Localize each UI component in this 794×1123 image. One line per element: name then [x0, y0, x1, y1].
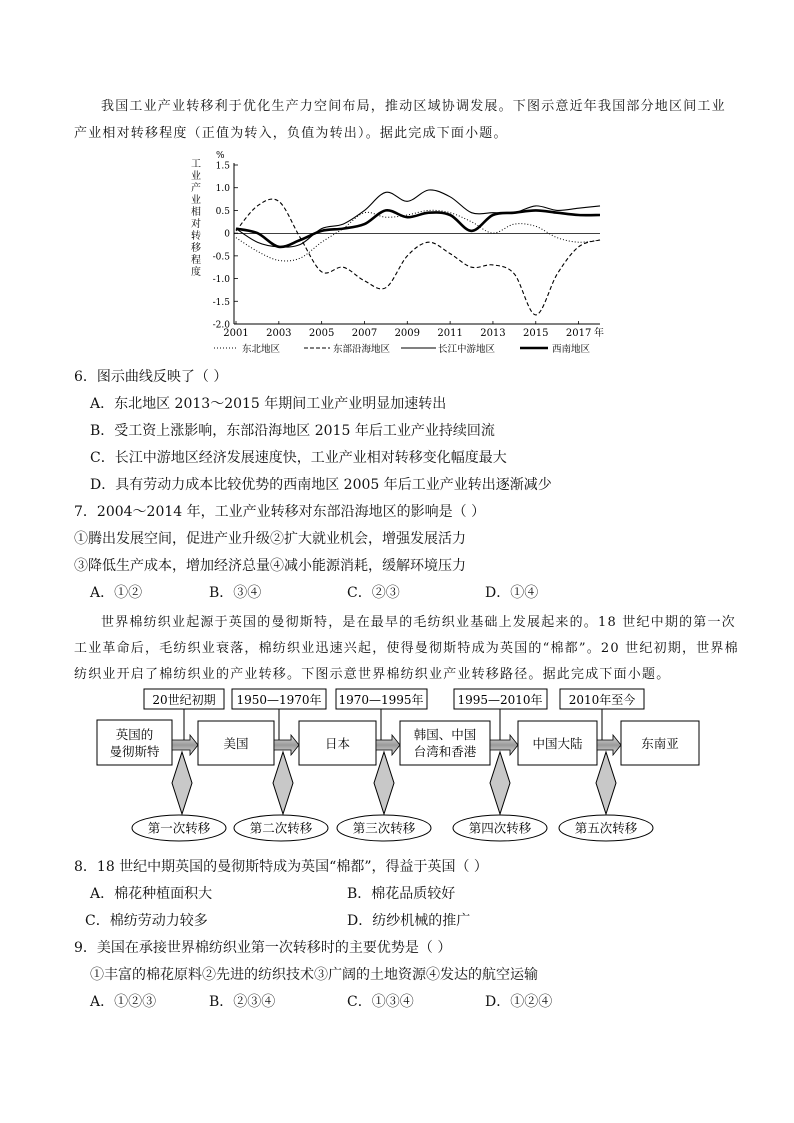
- transfer-ellipse-3: [337, 815, 431, 841]
- transfer-diamond-3: [374, 752, 394, 814]
- y-tick-label: 1.5: [215, 161, 230, 172]
- y-tick-label: -0.5: [212, 252, 230, 263]
- q8-option-b[interactable]: B．棉花品质较好: [347, 886, 456, 902]
- q9-option-a[interactable]: A．①②③: [90, 994, 157, 1010]
- transfer-label-1: 第一次转移: [147, 820, 211, 836]
- period-box-1: [144, 689, 224, 709]
- legend-label-northeast: 东北地区: [242, 344, 281, 355]
- q9-statement-line1: ①丰富的棉花原料②先进的纺织技术③广阔的土地资源④发达的航空运输: [90, 967, 538, 983]
- q9-option-d[interactable]: D．①②④: [485, 994, 553, 1010]
- q8-option-c[interactable]: C．棉纺劳动力较多: [85, 913, 208, 929]
- y-axis-label-char: 业: [191, 171, 201, 182]
- q9-option-b[interactable]: B．②③④: [209, 994, 276, 1010]
- passage2-line1: 世界棉纺织业起源于英国的曼彻斯特，是在最早的毛纺织业基础上发展起来的。18 世纪中期的第一次: [101, 615, 736, 630]
- transfer-diamond-5: [596, 752, 616, 814]
- transfer-label-4: 第四次转移: [468, 820, 532, 836]
- transfer-arrow-2: [274, 735, 299, 755]
- x-tick-label: 2017: [565, 328, 592, 339]
- place-box-usa: [198, 721, 274, 765]
- q7-option-b[interactable]: B．③④: [209, 585, 262, 601]
- transfer-label-5: 第五次转移: [574, 820, 638, 836]
- legend-label-yangtze: 长江中游地区: [438, 344, 496, 355]
- place-label-usa: 美国: [223, 736, 249, 751]
- series-line-yangtze: [236, 190, 600, 247]
- q6-option-c[interactable]: C．长江中游地区经济发展速度快，工业产业相对转移变化幅度最大: [90, 450, 507, 466]
- y-axis-unit: %: [216, 151, 225, 161]
- period-label-2: 1950—1970年: [236, 693, 322, 707]
- passage1-line2: 产业相对转移程度（正值为转入，负值为转出）。据此完成下面小题。: [74, 126, 508, 141]
- q6-option-a[interactable]: A．东北地区 2013～2015 年期间工业产业明显加速转出: [90, 396, 447, 412]
- q6-option-d[interactable]: D．具有劳动力成本比较优势的西南地区 2005 年后工业产业转出逐渐减少: [90, 477, 552, 493]
- y-axis-label-char: 相: [191, 207, 201, 218]
- x-tick-label: 2009: [394, 328, 421, 339]
- transfer-arrow-3: [376, 735, 400, 755]
- cotton-industry-transfer-diagram: [90, 688, 710, 848]
- place-box-manchester: [97, 720, 172, 765]
- y-axis-label-char: 转: [191, 231, 201, 242]
- place-box-korea-taiwan-hk: [400, 721, 490, 765]
- y-axis-label-char: 度: [191, 267, 201, 278]
- transfer-diamond-1: [172, 752, 192, 814]
- passage1-line1: 我国工业产业转移利于优化生产力空间布局，推动区域协调发展。下图示意近年我国部分地区间工业: [101, 99, 726, 114]
- transfer-label-2: 第二次转移: [249, 820, 313, 836]
- y-axis-label-char: 程: [191, 255, 201, 266]
- chart-legend: [214, 343, 591, 355]
- y-axis-label-char: 移: [191, 243, 201, 254]
- place-label-mainland-china: 中国大陆: [532, 736, 583, 751]
- q7-option-c[interactable]: C．②③: [347, 585, 400, 601]
- q9-option-c[interactable]: C．①③④: [347, 994, 414, 1010]
- y-tick-label: 1.0: [215, 184, 230, 195]
- y-tick-label: 0.5: [215, 206, 230, 217]
- y-tick-label: -1.5: [212, 297, 230, 308]
- transfer-ellipse-1: [132, 815, 226, 841]
- q8-option-a[interactable]: A．棉花种植面积大: [90, 886, 213, 902]
- transfer-arrow-1: [172, 735, 198, 755]
- y-tick-label: -2.0: [212, 320, 230, 331]
- transfer-diamond-4: [490, 752, 510, 814]
- q7-statement-line1: ①腾出发展空间，促进产业升级②扩大就业机会，增强发展活力: [74, 531, 466, 547]
- transfer-arrow-5: [597, 735, 621, 755]
- legend-label-east-coast: 东部沿海地区: [333, 344, 391, 355]
- q7-stem: 7．2004～2014 年，工业产业转移对东部沿海地区的影响是（ ）: [74, 504, 486, 520]
- q6-stem: 6．图示曲线反映了（ ）: [74, 369, 228, 385]
- legend-label-southwest: 西南地区: [552, 344, 591, 355]
- passage2-line2: 工业革命后，毛纺织业衰落，棉纺织业迅速兴起，使得曼彻斯特成为英国的“棉都”。20 世纪初期，世界棉: [74, 641, 739, 656]
- place-label-manchester-2: 曼彻斯特: [109, 744, 160, 759]
- place-label-manchester-1: 英国的: [115, 727, 154, 742]
- x-tick-label: 2011: [437, 328, 463, 339]
- y-axis-label-char: 对: [191, 219, 201, 230]
- period-box-3: [336, 689, 427, 709]
- q7-statement-line2: ③降低生产成本，增加经济总量④减小能源消耗，缓解环境压力: [74, 558, 466, 574]
- period-label-5: 2010年至今: [568, 693, 636, 707]
- q7-option-d[interactable]: D．①④: [485, 585, 539, 601]
- y-axis-label-char: 业: [191, 195, 201, 206]
- transfer-ellipse-4: [453, 815, 547, 841]
- place-box-southeast-asia: [621, 721, 699, 765]
- y-axis-label-char: 产: [191, 183, 201, 194]
- place-label-korea-2: 台湾和香港: [413, 744, 477, 759]
- y-axis-label-char: 工: [191, 159, 201, 170]
- place-box-mainland-china: [518, 721, 597, 765]
- period-label-1: 20世纪初期: [152, 693, 216, 707]
- y-tick-label: 0: [224, 229, 230, 240]
- x-axis-unit: 年: [594, 328, 604, 339]
- transfer-ellipse-2: [234, 815, 328, 841]
- y-axis-label: [191, 158, 201, 278]
- series-line-northeast: [236, 210, 600, 261]
- place-label-southeast-asia: 东南亚: [641, 736, 679, 751]
- series-line-southwest: [236, 210, 600, 247]
- period-box-4: [454, 689, 547, 709]
- q8-option-d[interactable]: D．纺纱机械的推广: [347, 913, 471, 929]
- x-tick-label: 2007: [351, 328, 378, 339]
- passage2-line3: 纺织业开启了棉纺织业的产业转移。下图示意世界棉纺织业产业转移路径。据此完成下面小题。: [74, 667, 671, 682]
- transfer-diamond-2: [273, 752, 293, 814]
- transfer-arrow-4: [490, 735, 518, 755]
- period-box-2: [232, 689, 326, 709]
- industry-transfer-line-chart: [180, 145, 620, 360]
- period-box-5: [560, 689, 644, 709]
- period-label-3: 1970—1995年: [338, 693, 424, 707]
- place-label-japan: 日本: [324, 736, 351, 751]
- x-tick-label: 2001: [223, 328, 249, 339]
- x-tick-label: 2005: [308, 328, 335, 339]
- place-label-korea-1: 韩国、中国: [413, 727, 477, 742]
- place-box-japan: [299, 721, 376, 765]
- transfer-label-3: 第三次转移: [352, 820, 416, 836]
- x-tick-label: 2013: [480, 328, 506, 339]
- x-tick-label: 2003: [266, 328, 292, 339]
- q6-option-b[interactable]: B．受工资上涨影响，东部沿海地区 2015 年后工业产业持续回流: [90, 423, 495, 439]
- q8-stem: 8．18 世纪中期英国的曼彻斯特成为英国“棉都”，得益于英国（ ）: [74, 859, 488, 875]
- q7-option-a[interactable]: A．①②: [90, 585, 143, 601]
- x-tick-label: 2015: [523, 328, 549, 339]
- q9-stem: 9．美国在承接世界棉纺织业第一次转移时的主要优势是（ ）: [74, 940, 452, 956]
- transfer-ellipse-5: [559, 815, 653, 841]
- y-tick-label: -1.0: [212, 275, 230, 286]
- period-label-4: 1995—2010年: [457, 693, 543, 707]
